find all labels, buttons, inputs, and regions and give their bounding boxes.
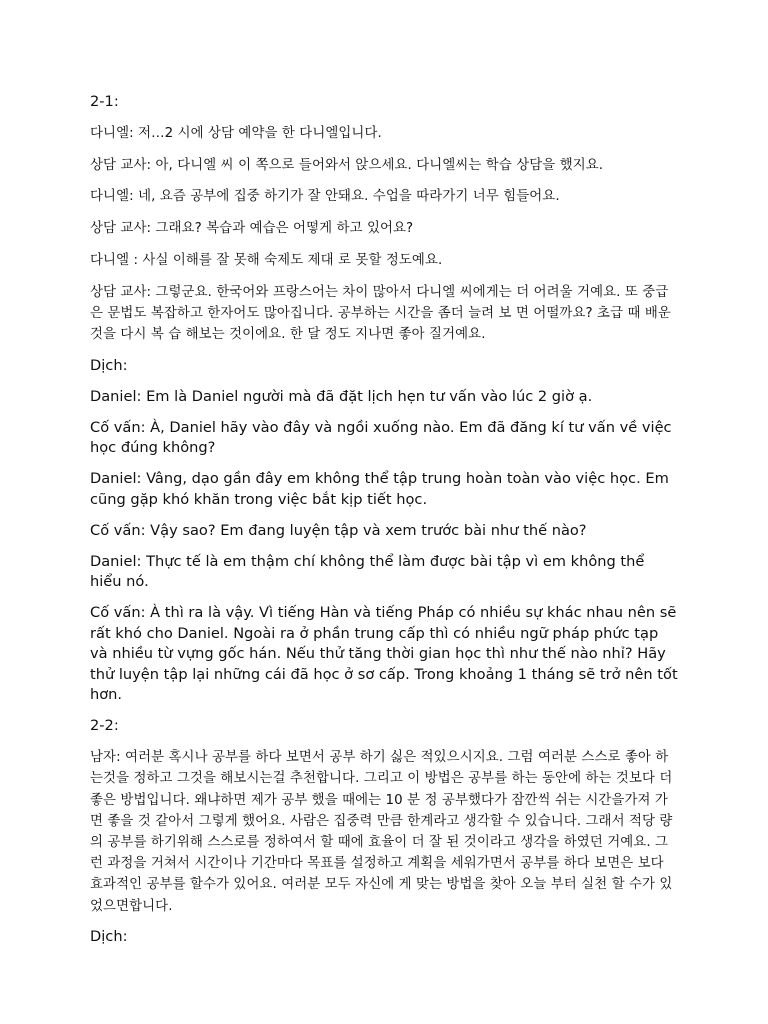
korean-line-advisor-2: 상담 교사: 그래요? 복습과 예습은 어떻게 하고 있어요?: [90, 221, 414, 237]
vi-line-advisor-1: Cố vấn: À, Daniel hãy vào đây và ngồi xuống nào. Em đã đăng kí tư vấn về việc học đúng không?: [90, 418, 672, 457]
korean-line-daniel-2: 다니엘: 네, 요즘 공부에 집중 하기가 잘 안돼요. 수업을 따라가기 너무 힘들어요.: [90, 189, 560, 205]
korean-line-daniel-1: 다니엘: 저…2 시에 상담 예약을 한 다니엘입니다.: [90, 126, 382, 141]
section-heading-2-2: 2-2:: [90, 717, 119, 735]
translation-label: Dịch:: [90, 356, 128, 374]
korean-line-advisor-1: 상담 교사: 아, 다니엘 씨 이 쪽으로 들어와서 앉으세요. 다니엘씨는 학습 상담을 했지요.: [90, 157, 604, 173]
vi-line-daniel-3: Daniel: Thực tế là em thậm chí không thể làm được bài tập vì em không thể hiểu nó.: [90, 552, 645, 591]
vi-line-daniel-1: Daniel: Em là Daniel người mà đã đặt lịch hẹn tư vấn vào lúc 2 giờ ạ.: [90, 387, 593, 405]
vi-line-advisor-2: Cố vấn: Vậy sao? Em đang luyện tập và xem trước bài như thế nào?: [90, 521, 587, 539]
document-page: [90, 92, 680, 958]
korean-monologue: 남자: 여러분 혹시나 공부를 하다 보면서 공부 하기 싫은 적있으시지요. 그럼 여러분 스스로 좋아 하는것을 정하고 그것을 해보시는걸 추천합니다. 그리고 이 방법은 공부를 하는 동안에 하는 것보다 더 좋은 방법입니다. 왜냐하면 제가 공부 했을 때에는 10 분 정 공부했다가 잠깐씩 쉬는 시간을가져 가면 좋을 것 같아서 그렇게 했어요. 사람은 집중력 만큼 한계라고 생각할 수 있습니다. 그래서 적당 량의 공부를 하기위해 스스로를 정하여서 할 때에 효율이 더 잘 된 것이라고 생각을 하였던 거예요. 그런 과정을 거쳐서 시간이나 기간마다 목표를 설정하고 계획을 세워가면서 공부를 하다 보면은 보다 효과적인 공부를 할수가 있어요. 여러분 모두 자신에 게 맞는 방법을 찾아 오늘 부터 실천 할 수가 있었으면합니다.: [90, 750, 673, 914]
korean-line-advisor-3: 상담 교사: 그렇군요. 한국어와 프랑스어는 차이 많아서 다니엘 씨에게는 더 어려울 거예요. 또 중급은 문법도 복잡하고 한자어도 많아집니다. 공부하는 시간을 좀더 늘려 보 면 어떨까요? 초급 때 배운 것을 다시 복 습 해보는 것이에요. 한 달 정도 지나면 좋아 질거예요.: [90, 284, 671, 342]
korean-line-daniel-3: 다니엘 : 사실 이해를 잘 못해 숙제도 제대 로 못할 정도예요.: [90, 252, 443, 268]
vi-line-advisor-3: Cố vấn: À thì ra là vậy. Vì tiếng Hàn và tiếng Pháp có nhiều sự khác nhau nên sẽ rất khó cho Daniel. Ngoài ra ở phần trung cấp thì có nhiều ngữ pháp phức tạp và nhiều từ vựng gốc hán. Nếu thử tăng thời gian học thì như thế nào nhỉ? Hãy thử luyện tập lại những cái đã học ở sơ cấp. Trong khoảng 1 tháng sẽ trở nên tốt hơn.: [90, 604, 678, 704]
translation-label-2: Dịch:: [90, 928, 128, 946]
vi-line-daniel-2: Daniel: Vâng, dạo gần đây em không thể tập trung hoàn toàn vào việc học. Em cũng gặp khó khăn trong việc bắt kịp tiết học.: [90, 470, 669, 508]
section-heading-2-1: 2-1:: [90, 93, 119, 110]
